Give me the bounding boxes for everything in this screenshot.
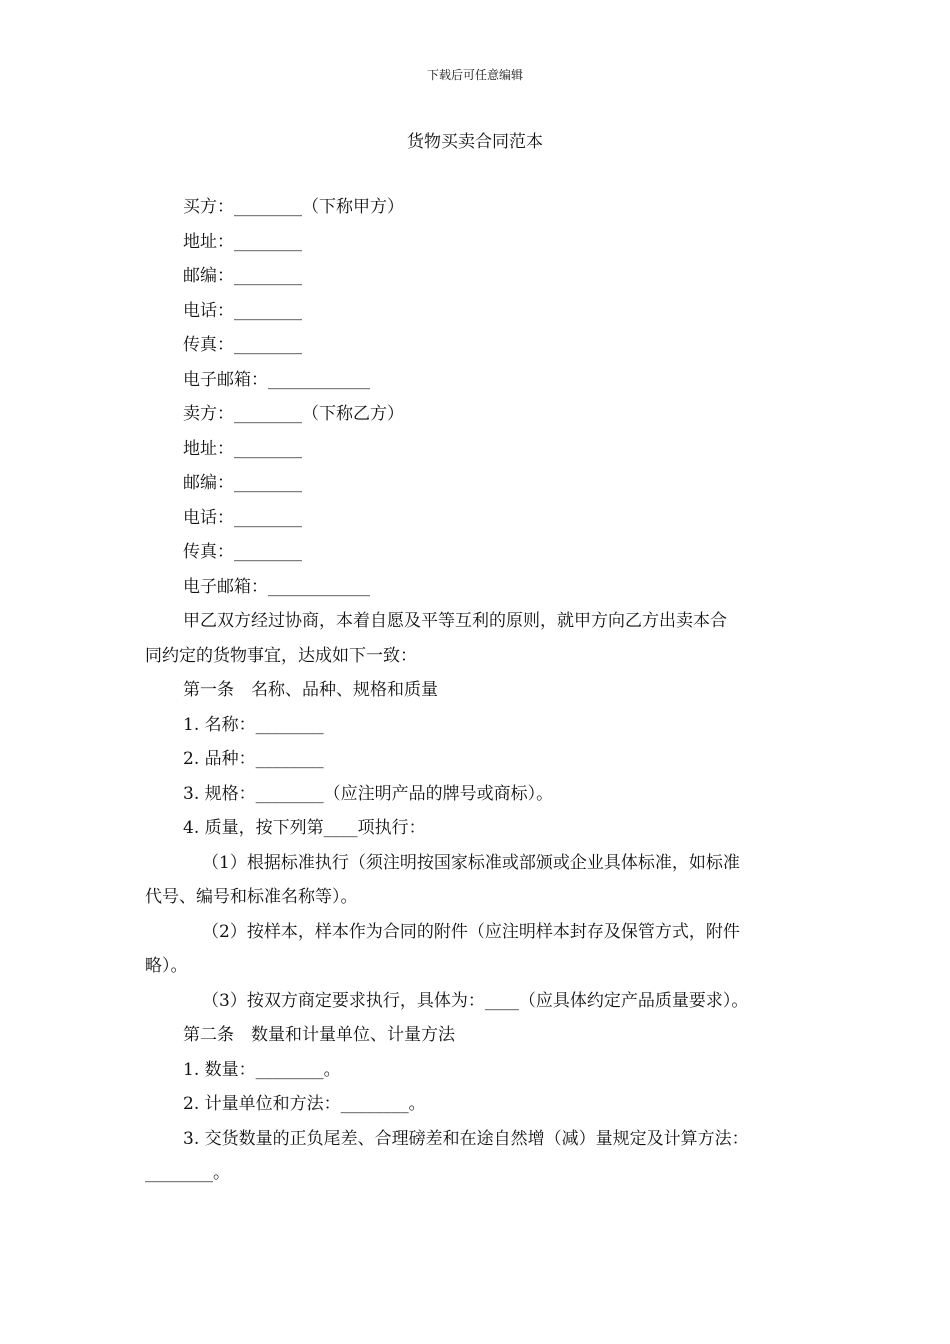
quality-option-1-line-2: 代号、编号和标准名称等）。 [145,887,358,907]
article-2-item-3-line-1: 3. 交货数量的正负尾差、合理磅差和在途自然增（减）量规定及计算方法： [183,1128,749,1149]
buyer-line: 买方：________（下称甲方） [183,197,404,217]
quality-option-2-line-2: 略）。 [145,956,188,976]
quality-option-3: （3）按双方商定要求执行，具体为：____（应具体约定产品质量要求）。 [202,990,749,1011]
article-1-item-4: 4. 质量，按下列第____项执行： [183,818,426,838]
seller-email-line: 电子邮箱：____________ [183,576,370,597]
seller-address-line: 地址：________ [183,438,302,459]
article-1-item-2: 2. 品种：________ [183,749,324,769]
contract-body [145,190,815,1191]
preamble-line-2: 同约定的货物事宜，达成如下一致： [145,645,417,666]
seller-fax-line: 传真：________ [183,542,302,562]
seller-postcode-line: 邮编：________ [183,473,302,493]
document-title: 货物买卖合同范本 [407,132,543,152]
article-2-item-2: 2. 计量单位和方法：________。 [183,1094,426,1114]
quality-option-2-line-1: （2）按样本，样本作为合同的附件（应注明样本封存及保管方式，附件 [202,921,740,942]
article-2-item-3-line-2: ________。 [145,1163,230,1183]
article-1-item-3: 3. 规格：________（应注明产品的牌号或商标）。 [183,783,554,804]
buyer-email-line: 电子邮箱：____________ [183,369,370,390]
article-2-item-1: 1. 数量：________。 [183,1059,341,1080]
buyer-fax-line: 传真：________ [183,335,302,355]
article-1-item-1: 1. 名称：________ [183,714,324,735]
preamble-line-1: 甲乙双方经过协商，本着自愿及平等互利的原则，就甲方向乙方出卖本合 [183,611,727,631]
seller-line: 卖方：________（下称乙方） [183,404,404,424]
buyer-postcode-line: 邮编：________ [183,266,302,286]
buyer-phone-line: 电话：________ [183,300,302,321]
header-note: 下载后可任意编辑 [426,68,523,82]
buyer-address-line: 地址：________ [183,231,302,252]
quality-option-1-line-1: （1）根据标准执行（须注明按国家标准或部颁或企业具体标准，如标准 [202,852,740,873]
article-2-heading: 第二条 数量和计量单位、计量方法 [183,1025,455,1045]
article-1-heading: 第一条 名称、品种、规格和质量 [183,680,438,700]
seller-phone-line: 电话：________ [183,507,302,528]
